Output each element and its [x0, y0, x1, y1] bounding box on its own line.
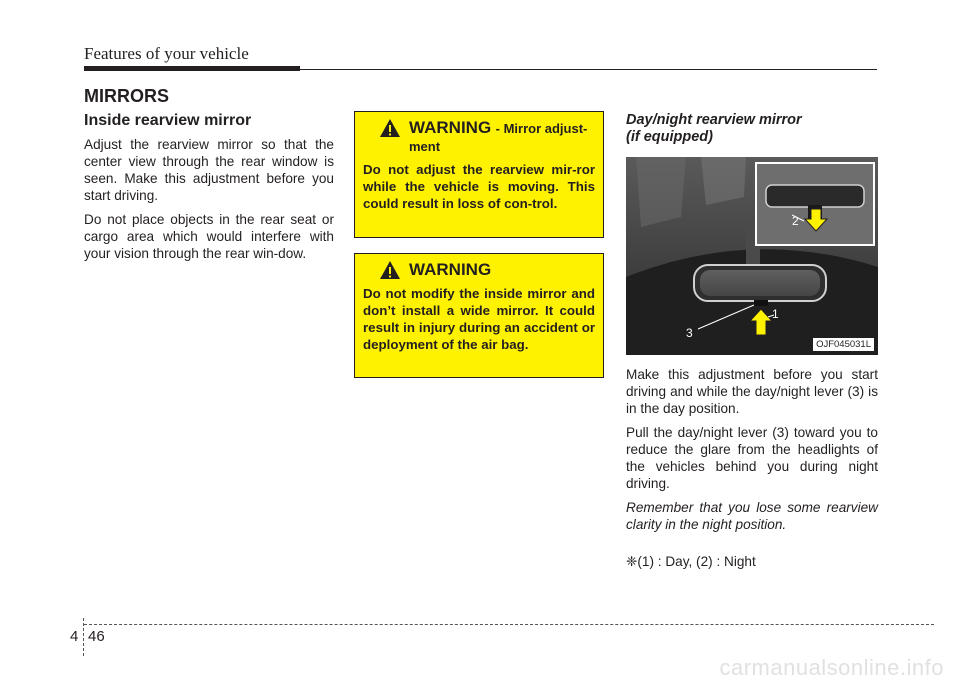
section-title: MIRRORS [84, 86, 169, 106]
warning-box-mirror-adjustment [354, 111, 604, 238]
chapter-number: 4 [70, 628, 79, 645]
warning-text: Do not adjust the rearview mir-ror while the vehicle is moving. This could result in loss of con-trol. [363, 162, 595, 211]
warning-text: Do not modify the inside mirror and don’t install a wide mirror. It could result in injury during an accident or deployment of the air bag. [363, 286, 595, 352]
warning-label: WARNING [409, 118, 492, 137]
subsection-title: Day/night rearview mirror [626, 112, 802, 128]
subsection-subtitle: (if equipped) [626, 129, 713, 145]
warning-header [363, 118, 595, 156]
paragraph: Adjust the rearview mirror so that the center view through the rear window is seen. Make this adjustment before you start driving. [84, 137, 334, 203]
footer-rule [84, 624, 934, 625]
warning-triangle-icon [379, 118, 401, 138]
footer-divider [83, 618, 84, 656]
warning-triangle-icon [379, 260, 401, 280]
paragraph: Make this adjustment before you start driving and while the day/night lever (3) is in the day position. [626, 367, 878, 416]
callout-3: 3 [686, 326, 693, 340]
warning-box-mirror-modification [354, 253, 604, 378]
header-title: Features of your vehicle [84, 44, 249, 63]
warning-label: WARNING [409, 260, 492, 279]
warning-subtitle: - Mirror adjust-ment [409, 121, 588, 154]
footnote: ❈(1) : Day, (2) : Night [626, 554, 756, 569]
left-column [84, 112, 334, 269]
page-number: 46 [88, 628, 105, 645]
rearview-mirror-illustration [626, 157, 878, 355]
paragraph: Pull the day/night lever (3) toward you to reduce the glare from the headlights of the vehicles behind you during night driving. [626, 425, 878, 491]
callout-2: 2 [792, 214, 799, 228]
subsection-title: Inside rearview mirror [84, 112, 252, 129]
rearview-mirror-figure [626, 157, 878, 355]
paragraph: Do not place objects in the rear seat or cargo area which would interfere with your vision through the rear win-dow. [84, 212, 334, 261]
warning-header [363, 260, 595, 280]
header-rule-thin [300, 69, 877, 70]
callout-1: 1 [772, 307, 779, 321]
italic-note: Remember that you lose some rearview clarity in the night position. [626, 500, 878, 532]
right-column-body [626, 366, 878, 570]
watermark: carmanualsonline.info [719, 655, 944, 680]
header-rule-thick [84, 66, 300, 71]
figure-code: OJF045031L [813, 338, 874, 351]
right-column-heading [626, 112, 878, 146]
